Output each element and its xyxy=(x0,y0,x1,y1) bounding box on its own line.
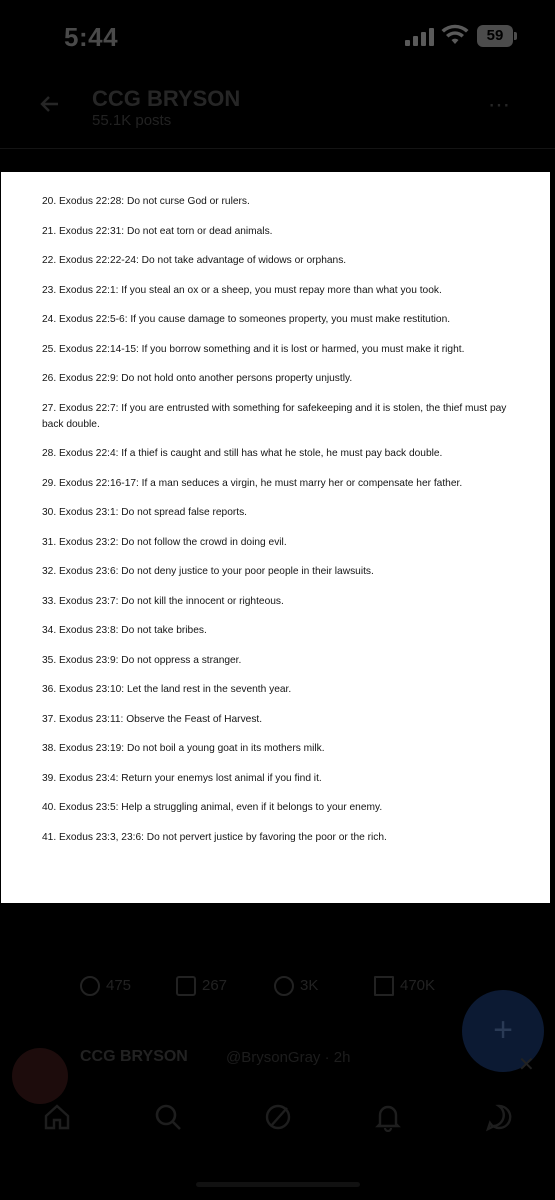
header-divider xyxy=(0,148,555,149)
more-options-icon[interactable]: ⋯ xyxy=(488,92,511,117)
grok-icon[interactable] xyxy=(263,1102,293,1132)
search-icon[interactable] xyxy=(153,1102,183,1132)
battery-icon xyxy=(477,25,517,47)
views-button[interactable] xyxy=(374,976,435,996)
next-tweet[interactable] xyxy=(0,1040,555,1090)
document-line: 31. Exodus 23:2: Do not follow the crowd in doing evil. xyxy=(42,536,287,548)
next-tweet-author: CCG BRYSON xyxy=(80,1048,188,1065)
notifications-bell-icon[interactable] xyxy=(373,1102,403,1132)
document-line: 39. Exodus 23:4: Return your enemys lost animal if you find it. xyxy=(42,772,322,784)
heart-icon xyxy=(274,976,294,996)
document-line: 20. Exodus 22:28: Do not curse God or rulers. xyxy=(42,196,250,207)
document-line: 40. Exodus 23:5: Help a struggling animal, even if it belongs to your enemy. xyxy=(42,802,383,813)
document-line: 28. Exodus 22:4: If a thief is caught and still has what he stole, he must pay back double. xyxy=(42,448,443,459)
document-line: 23. Exodus 22:1: If you steal an ox or a sheep, you must repay more than what you took. xyxy=(42,284,442,296)
document-line: 36. Exodus 23:10: Let the land rest in the seventh year. xyxy=(42,684,292,695)
document-line: 34. Exodus 23:8: Do not take bribes. xyxy=(42,625,207,636)
document-line: 24. Exodus 22:5-6: If you cause damage to someones property, you must make restitution. xyxy=(42,314,451,325)
profile-header xyxy=(0,78,555,148)
reply-icon xyxy=(80,976,100,996)
document-line: 25. Exodus 22:14-15: If you borrow something and it is lost or harmed, you must make it right. xyxy=(42,343,465,355)
views-icon xyxy=(374,976,394,996)
wifi-icon xyxy=(441,24,469,46)
repost-count: 267 xyxy=(202,976,228,994)
view-count: 470K xyxy=(400,976,436,994)
next-tweet-handle: @BrysonGray · 2h xyxy=(226,1049,351,1066)
home-icon[interactable] xyxy=(42,1102,72,1132)
reply-button[interactable] xyxy=(80,976,131,996)
status-bar xyxy=(0,0,555,74)
document-line: 29. Exodus 22:16-17: If a man seduces a virgin, he must marry her or compensate her father. xyxy=(42,477,463,489)
battery-level: 59 xyxy=(477,25,513,47)
repost-icon xyxy=(176,976,196,996)
document-line: 21. Exodus 22:31: Do not eat torn or dead animals. xyxy=(42,225,273,237)
plus-icon: + xyxy=(493,1011,513,1049)
like-count: 3K xyxy=(300,976,319,994)
document-line: 35. Exodus 23:9: Do not oppress a stranger. xyxy=(42,654,242,666)
close-icon[interactable]: ✕ xyxy=(518,1054,535,1076)
home-indicator xyxy=(196,1182,360,1187)
document-line: 27. Exodus 22:7: If you are entrusted with something for safekeeping and it is stolen, the thief must pay back double. xyxy=(42,402,507,430)
document-line: 37. Exodus 23:11: Observe the Feast of Harvest. xyxy=(42,713,263,725)
profile-name: CCG BRYSON xyxy=(92,86,241,111)
messages-icon[interactable] xyxy=(484,1102,514,1132)
document-line: 26. Exodus 22:9: Do not hold onto another persons property unjustly. xyxy=(42,373,353,384)
bottom-tab-bar xyxy=(0,1090,555,1150)
document-line: 22. Exodus 22:22-24: Do not take advantage of widows or orphans. xyxy=(42,255,347,266)
document-line: 38. Exodus 23:19: Do not boil a young goat in its mothers milk. xyxy=(42,743,325,754)
document-line: 33. Exodus 23:7: Do not kill the innocent or righteous. xyxy=(42,595,284,607)
back-arrow-icon[interactable] xyxy=(38,92,62,116)
document-line: 41. Exodus 23:3, 23:6: Do not pervert justice by favoring the poor or the rich. xyxy=(42,831,387,843)
cellular-signal-icon xyxy=(405,28,435,46)
status-time: 5:44 xyxy=(64,22,119,52)
reply-count: 475 xyxy=(106,976,132,994)
like-button[interactable] xyxy=(274,976,318,996)
document-image[interactable] xyxy=(1,172,550,903)
profile-post-count: 55.1K posts xyxy=(92,112,172,129)
document-line: 30. Exodus 23:1: Do not spread false reports. xyxy=(42,507,248,518)
repost-button[interactable] xyxy=(176,976,227,996)
document-line: 32. Exodus 23:6: Do not deny justice to your poor people in their lawsuits. xyxy=(42,566,374,577)
